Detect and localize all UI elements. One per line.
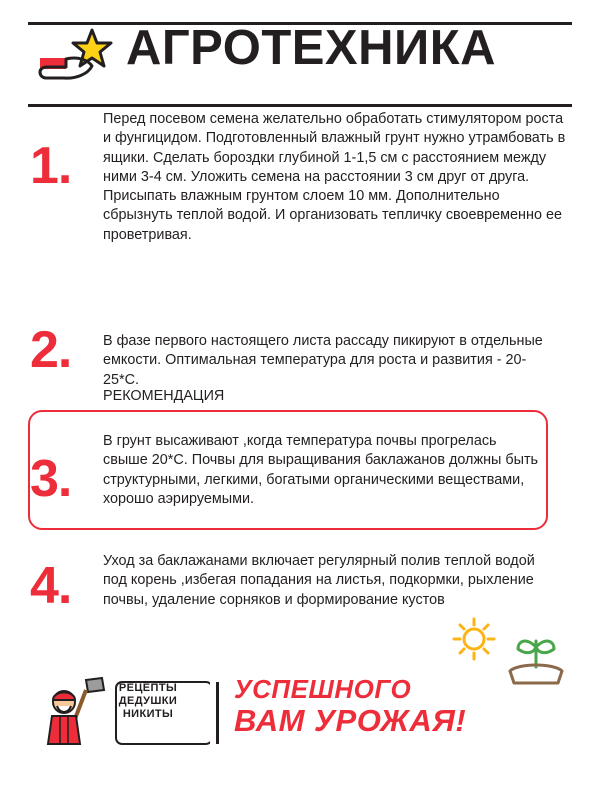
brand-line-2: ДЕДУШКИ (118, 695, 178, 707)
header (0, 14, 600, 92)
brand-line-1: РЕЦЕПТЫ (118, 682, 178, 694)
step-1-text: Перед посевом семена желательно обработать стимулятором роста и фунгицидом. Подготовленный влажный грунт нужно утрамбовать в ящики. Сделать бороздки глубиной 1-1,5 см с расстоянием между ними 3-4 см. Уложить семена на расстоянии 3 см друг от друга. Присыпать влажным грунтом слоем 10 мм. Дополнительно сбрызнуть теплой водой. И организовать тепличку своевременно ее проветривая. (103, 111, 566, 243)
slogan (234, 676, 494, 736)
footer-divider (216, 682, 219, 744)
page-title: АГРОТЕХНИКА (126, 21, 497, 75)
header-rule-bottom (28, 104, 572, 107)
footer (0, 660, 600, 800)
hand-holding-star-icon (36, 28, 118, 86)
brand-line-3: НИКИТЫ (122, 708, 174, 720)
step-2-text: В фазе первого настоящего листа рассаду пикируют в отдельные емкости. Оптимальная температура для роста и развития - 20-25*С. (103, 333, 543, 388)
step-4-number: 4. (30, 557, 72, 615)
step-3-number: 3. (30, 450, 72, 508)
slogan-line-1: УСПЕШНОГО (234, 674, 412, 704)
step-3-text: В грунт высаживают ,когда температура почвы прогрелась свыше 20*С. Почвы для выращивания баклажанов должны быть структурными, легкими, богатыми органическими веществами, хорошо аэрируемыми. (103, 433, 539, 507)
step-4-text: Уход за баклажанами включает регулярный полив теплой водой под корень ,избегая попадания на листья, подкормки, рыхление почвы, удаление сорняков и формирование кустов (103, 553, 535, 608)
step-2-number: 2. (30, 321, 72, 379)
slogan-line-2: ВАМ УРОЖАЯ! (234, 702, 467, 738)
recommendation-label: РЕКОМЕНДАЦИЯ (103, 388, 225, 404)
step-1-number: 1. (30, 137, 72, 195)
brand-name (105, 682, 191, 721)
